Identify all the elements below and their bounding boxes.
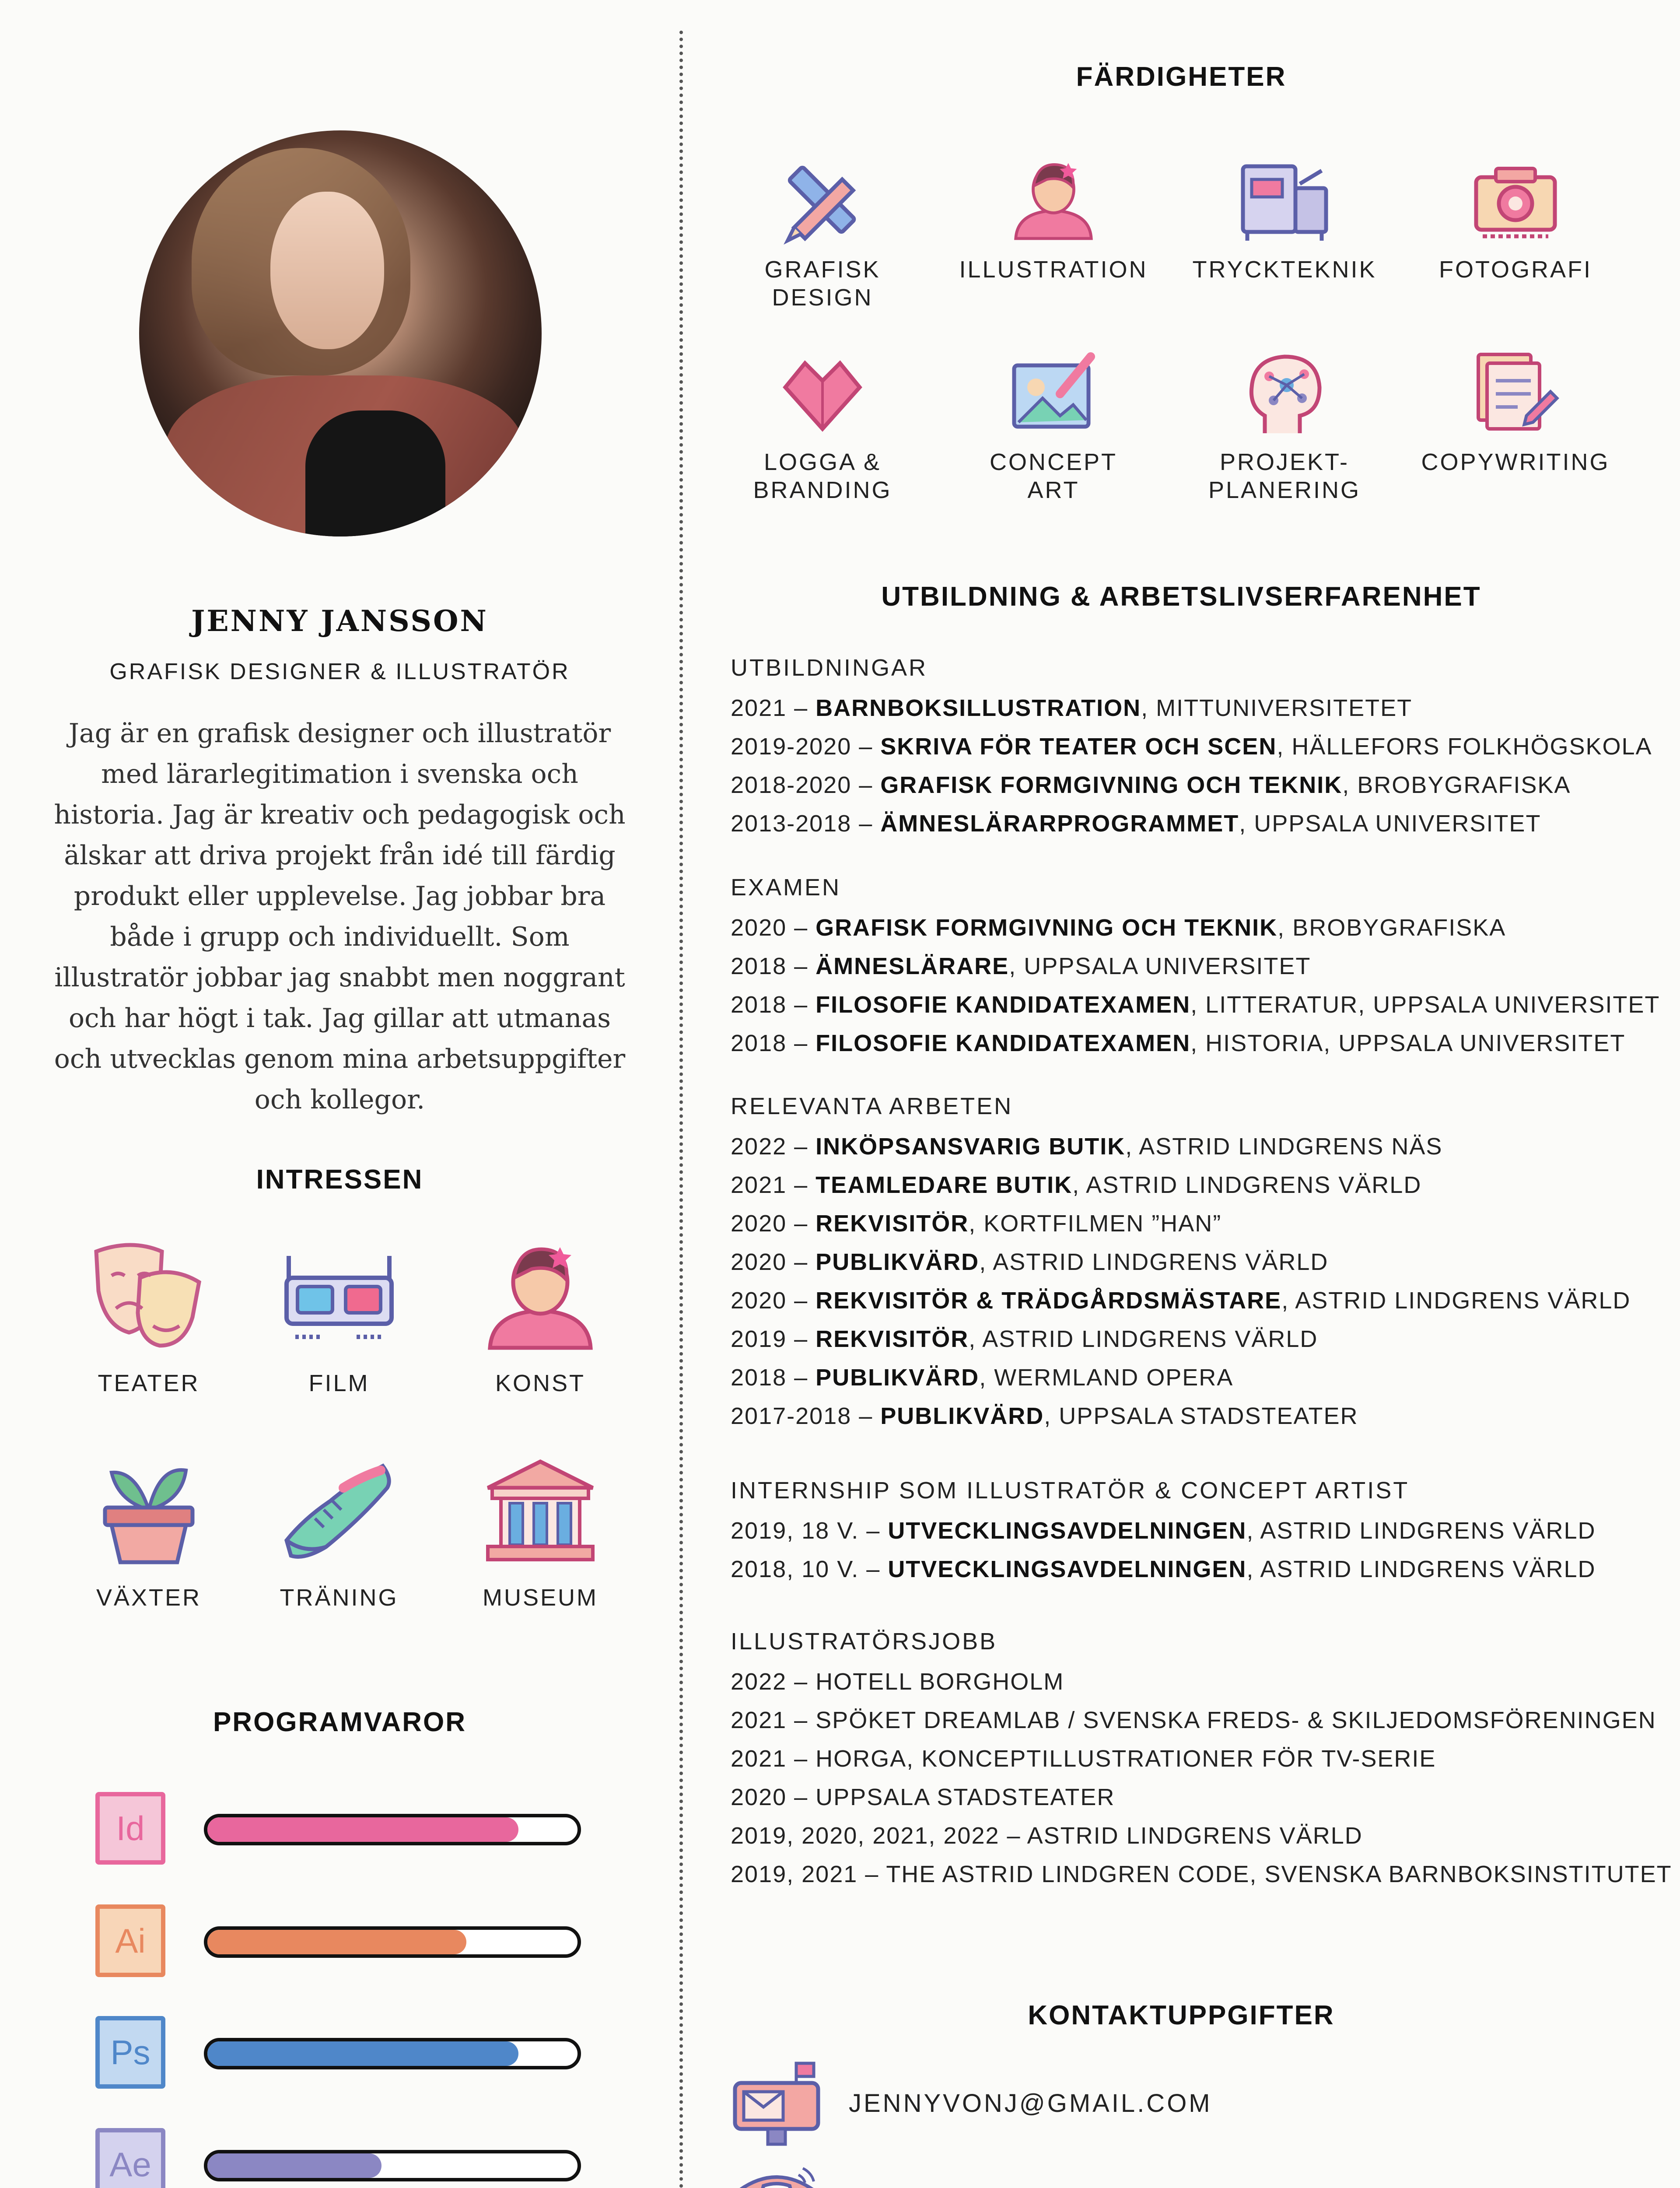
experience-row-title: UTVECKLINGSAVDELNINGEN [888, 1556, 1247, 1582]
skills-title: FÄRDIGHETER [1076, 62, 1287, 92]
skill-photography [1402, 153, 1629, 284]
column-divider [679, 31, 683, 2188]
person-name: JENNY JANSSON [191, 604, 488, 638]
experience-row [731, 1287, 1631, 1314]
experience-row-place: , BROBYGRAFISKA [1278, 915, 1506, 941]
canvas-brush-icon [1008, 346, 1099, 438]
experience-row-place: , ASTRID LINDGRENS VÄRLD [1281, 1287, 1631, 1314]
skill-graphic-design [709, 153, 936, 312]
experience-row-date: 2022 – HOTELL BORGHOLM [731, 1669, 1064, 1695]
experience-row [731, 1325, 1318, 1353]
experience-row-title: BARNBOKSILLUSTRATION [816, 695, 1141, 721]
person-role: GRAFISK DESIGNER & ILLUSTRATÖR [109, 659, 570, 684]
experience-row-date: 2018 – [731, 953, 816, 979]
experience-row [731, 1364, 1233, 1391]
interest-label: MUSEUM [483, 1585, 598, 1611]
artist-icon [1008, 153, 1099, 245]
experience-row-place: , ASTRID LINDGRENS NÄS [1125, 1133, 1443, 1160]
printing-press-icon [1234, 153, 1335, 245]
experience-section-heading: INTERNSHIP SOM ILLUSTRATÖR & CONCEPT ARTIST [731, 1477, 1410, 1504]
experience-section-heading: EXAMEN [731, 874, 841, 901]
experience-row-date: 2018 – [731, 992, 816, 1018]
software-illustrator [95, 1904, 585, 1979]
left-column [0, 0, 679, 2188]
experience-row-date: 2020 – [731, 1249, 816, 1275]
right-column [709, 0, 1680, 2188]
interest-film [245, 1238, 433, 1397]
interest-plants [55, 1453, 243, 1611]
experience-row-title: PUBLIKVÄRD [880, 1403, 1044, 1429]
skill-label: ILLUSTRATION [959, 256, 1148, 283]
contact-title: KONTAKTUPPGIFTER [1028, 2000, 1335, 2030]
experience-row [731, 1784, 1115, 1811]
experience-row-title: INKÖPSANSVARIG BUTIK [816, 1133, 1126, 1160]
3d-glasses-icon [278, 1238, 400, 1352]
experience-row-title: GRAFISK FORMGIVNING OCH TEKNIK [816, 915, 1278, 941]
skill-bar-fill [207, 1817, 518, 1842]
interest-label: TEATER [98, 1370, 200, 1396]
experience-row-title: UTVECKLINGSAVDELNINGEN [888, 1518, 1247, 1544]
experience-row-date: 2021 – SPÖKET DREAMLAB / SVENSKA FREDS- & SKILJEDOMSFÖRENINGEN [731, 1707, 1656, 1733]
experience-row-title: FILOSOFIE KANDIDATEXAMEN [816, 992, 1191, 1018]
experience-row [731, 914, 1506, 941]
skill-label: COPYWRITING [1421, 449, 1610, 475]
experience-row-place: , MITTUNIVERSITETET [1141, 695, 1413, 721]
experience-row-date: 2019-2020 – [731, 733, 881, 760]
experience-row-date: 2019 – [731, 1326, 816, 1352]
contact-email [731, 2059, 1562, 2146]
skill-label: FOTOGRAFI [1438, 256, 1592, 283]
experience-row-date: 2018, 10 V. – [731, 1556, 888, 1582]
experience-section-heading: RELEVANTA ARBETEN [731, 1093, 1013, 1119]
skill-bar-fill [207, 2041, 518, 2066]
skill-bar [204, 2150, 581, 2181]
interest-training [245, 1453, 433, 1611]
telephone-icon [731, 2160, 822, 2188]
experience-row-title: SKRIVA FÖR TEATER OCH SCEN [880, 733, 1277, 760]
experience-row-place: , UPPSALA UNIVERSITET [1009, 953, 1311, 979]
experience-row-place: , BROBYGRAFISKA [1342, 772, 1571, 798]
experience-row [731, 1171, 1421, 1199]
skill-bar-fill [207, 2153, 382, 2178]
experience-row [731, 1707, 1656, 1734]
experience-row-place: , HISTORIA, UPPSALA UNIVERSITET [1190, 1030, 1626, 1056]
experience-row-title: REKVISITÖR & TRÄDGÅRDSMÄSTARE [816, 1287, 1282, 1314]
experience-row [731, 1556, 1596, 1583]
museum-icon [479, 1453, 602, 1567]
experience-row-place: , ASTRID LINDGRENS VÄRLD [1072, 1172, 1422, 1198]
experience-row-title: REKVISITÖR [816, 1210, 969, 1237]
theater-masks-icon [88, 1238, 210, 1352]
experience-row-title: GRAFISK FORMGIVNING OCH TEKNIK [880, 772, 1343, 798]
mailbox-icon [731, 2059, 822, 2146]
skill-label: TRYCKTEKNIK [1192, 256, 1377, 283]
software-indesign [95, 1792, 585, 1866]
experience-row [731, 810, 1541, 837]
experience-row-date: 2022 – [731, 1133, 816, 1160]
after-effects-icon: Ae [95, 2128, 165, 2188]
interest-label: VÄXTER [96, 1585, 202, 1611]
interest-label: FILM [308, 1370, 370, 1396]
experience-section-heading: ILLUSTRATÖRSJOBB [731, 1628, 998, 1655]
interest-theater [55, 1238, 243, 1397]
experience-row-date: 2019, 18 V. – [731, 1518, 888, 1544]
skill-bar [204, 2038, 581, 2069]
interest-museum [446, 1453, 634, 1611]
artist-icon [479, 1238, 602, 1352]
software-title: PROGRAMVAROR [213, 1707, 467, 1737]
sneaker-icon [278, 1453, 400, 1567]
experience-row [731, 1403, 1358, 1430]
experience-row-date: 2017-2018 – [731, 1403, 881, 1429]
experience-row-title: ÄMNESLÄRARE [816, 953, 1009, 979]
experience-row-date: 2013-2018 – [731, 810, 881, 837]
interests-title: INTRESSEN [256, 1164, 424, 1195]
experience-row [731, 1861, 1672, 1888]
experience-row-place: , HÄLLEFORS FOLKHÖGSKOLA [1277, 733, 1652, 760]
interest-art [446, 1238, 634, 1397]
skill-label: PROJEKT- PLANERING [1208, 449, 1361, 503]
experience-row [731, 1668, 1064, 1695]
potted-plant-icon [88, 1453, 210, 1567]
experience-row-date: 2021 – [731, 1172, 816, 1198]
profile-photo [139, 130, 542, 536]
software-after-effects [95, 2128, 585, 2188]
experience-row-place: , UPPSALA UNIVERSITET [1239, 810, 1541, 837]
skill-label: CONCEPT ART [989, 449, 1117, 503]
experience-title: UTBILDNING & ARBETSLIVSERFARENHET [881, 582, 1481, 612]
experience-row-date: 2018 – [731, 1364, 816, 1391]
experience-row [731, 1248, 1328, 1276]
experience-row [731, 771, 1571, 799]
skill-project-planning [1171, 346, 1398, 504]
ruler-pencil-icon [777, 153, 868, 245]
interest-label: TRÄNING [280, 1585, 399, 1611]
experience-row-date: 2020 – [731, 1287, 816, 1314]
experience-row-place: , LITTERATUR, UPPSALA UNIVERSITET [1190, 992, 1660, 1018]
interest-label: KONST [495, 1370, 586, 1396]
experience-row-date: 2020 – [731, 1210, 816, 1237]
skill-copywriting [1402, 346, 1629, 476]
skill-label: LOGGA & BRANDING [753, 449, 892, 503]
experience-row-title: FILOSOFIE KANDIDATEXAMEN [816, 1030, 1191, 1056]
skill-logo-branding [709, 346, 936, 504]
head-network-icon [1239, 346, 1330, 438]
experience-row-place: , WERMLAND OPERA [979, 1364, 1234, 1391]
skill-bar [204, 1814, 581, 1845]
skill-concept-art [940, 346, 1167, 504]
skill-bar-fill [207, 1930, 466, 1954]
experience-row [731, 733, 1652, 760]
experience-row [731, 1745, 1436, 1772]
experience-row-date: 2018-2020 – [731, 772, 881, 798]
documents-pen-icon [1470, 346, 1561, 438]
experience-section-heading: UTBILDNINGAR [731, 655, 928, 681]
experience-row-title: PUBLIKVÄRD [816, 1249, 980, 1275]
experience-row [731, 694, 1412, 722]
experience-row [731, 1822, 1363, 1849]
indesign-icon: Id [95, 1792, 165, 1865]
experience-row-date: 2019, 2020, 2021, 2022 – ASTRID LINDGRENS VÄRLD [731, 1823, 1363, 1849]
experience-row-title: REKVISITÖR [816, 1326, 969, 1352]
software-photoshop [95, 2016, 585, 2090]
experience-row-place: , ASTRID LINDGRENS VÄRLD [969, 1326, 1318, 1352]
experience-row-place: , ASTRID LINDGRENS VÄRLD [1246, 1556, 1596, 1582]
skill-label: GRAFISK DESIGN [764, 256, 881, 311]
experience-row-date: 2018 – [731, 1030, 816, 1056]
email-text[interactable]: JENNYVONJ@GMAIL.COM [849, 2089, 1212, 2118]
skill-illustration [940, 153, 1167, 284]
camera-icon [1470, 153, 1561, 245]
experience-row [731, 1517, 1596, 1544]
experience-row-date: 2019, 2021 – THE ASTRID LINDGREN CODE, SVENSKA BARNBOKSINSTITUTET [731, 1861, 1672, 1887]
experience-row [731, 953, 1311, 980]
experience-row-place: , KORTFILMEN ”HAN” [969, 1210, 1222, 1237]
bio-text: Jag är en grafisk designer och illustratör med lärarlegitimation i svenska och historia. Jag är kreativ och pedagogisk och älskar att driva projekt från idé till färdig produkt eller upplevelse. Jag jobbar bra både i grupp och individuellt. Som illustratör jobbar jag snabbt men noggrant och har högt i tak. Jag gillar att utmanas och utvecklas genom mina arbetsuppgifter och kollegor. [54, 718, 626, 1115]
experience-row [731, 991, 1660, 1018]
heart-logo-icon [777, 346, 868, 438]
experience-row-date: 2020 – [731, 915, 816, 941]
experience-row-title: PUBLIKVÄRD [816, 1364, 980, 1391]
experience-row-place: , ASTRID LINDGRENS VÄRLD [1246, 1518, 1596, 1544]
skill-bar [204, 1926, 581, 1958]
skill-printing [1171, 153, 1398, 284]
illustrator-icon: Ai [95, 1904, 165, 1977]
experience-row-date: 2021 – HORGA, KONCEPTILLUSTRATIONER FÖR TV-SERIE [731, 1746, 1436, 1772]
experience-row-date: 2020 – UPPSALA STADSTEATER [731, 1784, 1115, 1810]
experience-row [731, 1133, 1442, 1160]
photoshop-icon: Ps [95, 2016, 165, 2089]
experience-row [731, 1210, 1222, 1237]
experience-row-place: , UPPSALA STADSTEATER [1044, 1403, 1358, 1429]
experience-row [731, 1030, 1625, 1057]
experience-row-place: , ASTRID LINDGRENS VÄRLD [979, 1249, 1329, 1275]
contact-phone [731, 2160, 1562, 2188]
experience-row-title: TEAMLEDARE BUTIK [816, 1172, 1073, 1198]
experience-row-date: 2021 – [731, 695, 816, 721]
experience-row-title: ÄMNESLÄRARPROGRAMMET [880, 810, 1239, 837]
